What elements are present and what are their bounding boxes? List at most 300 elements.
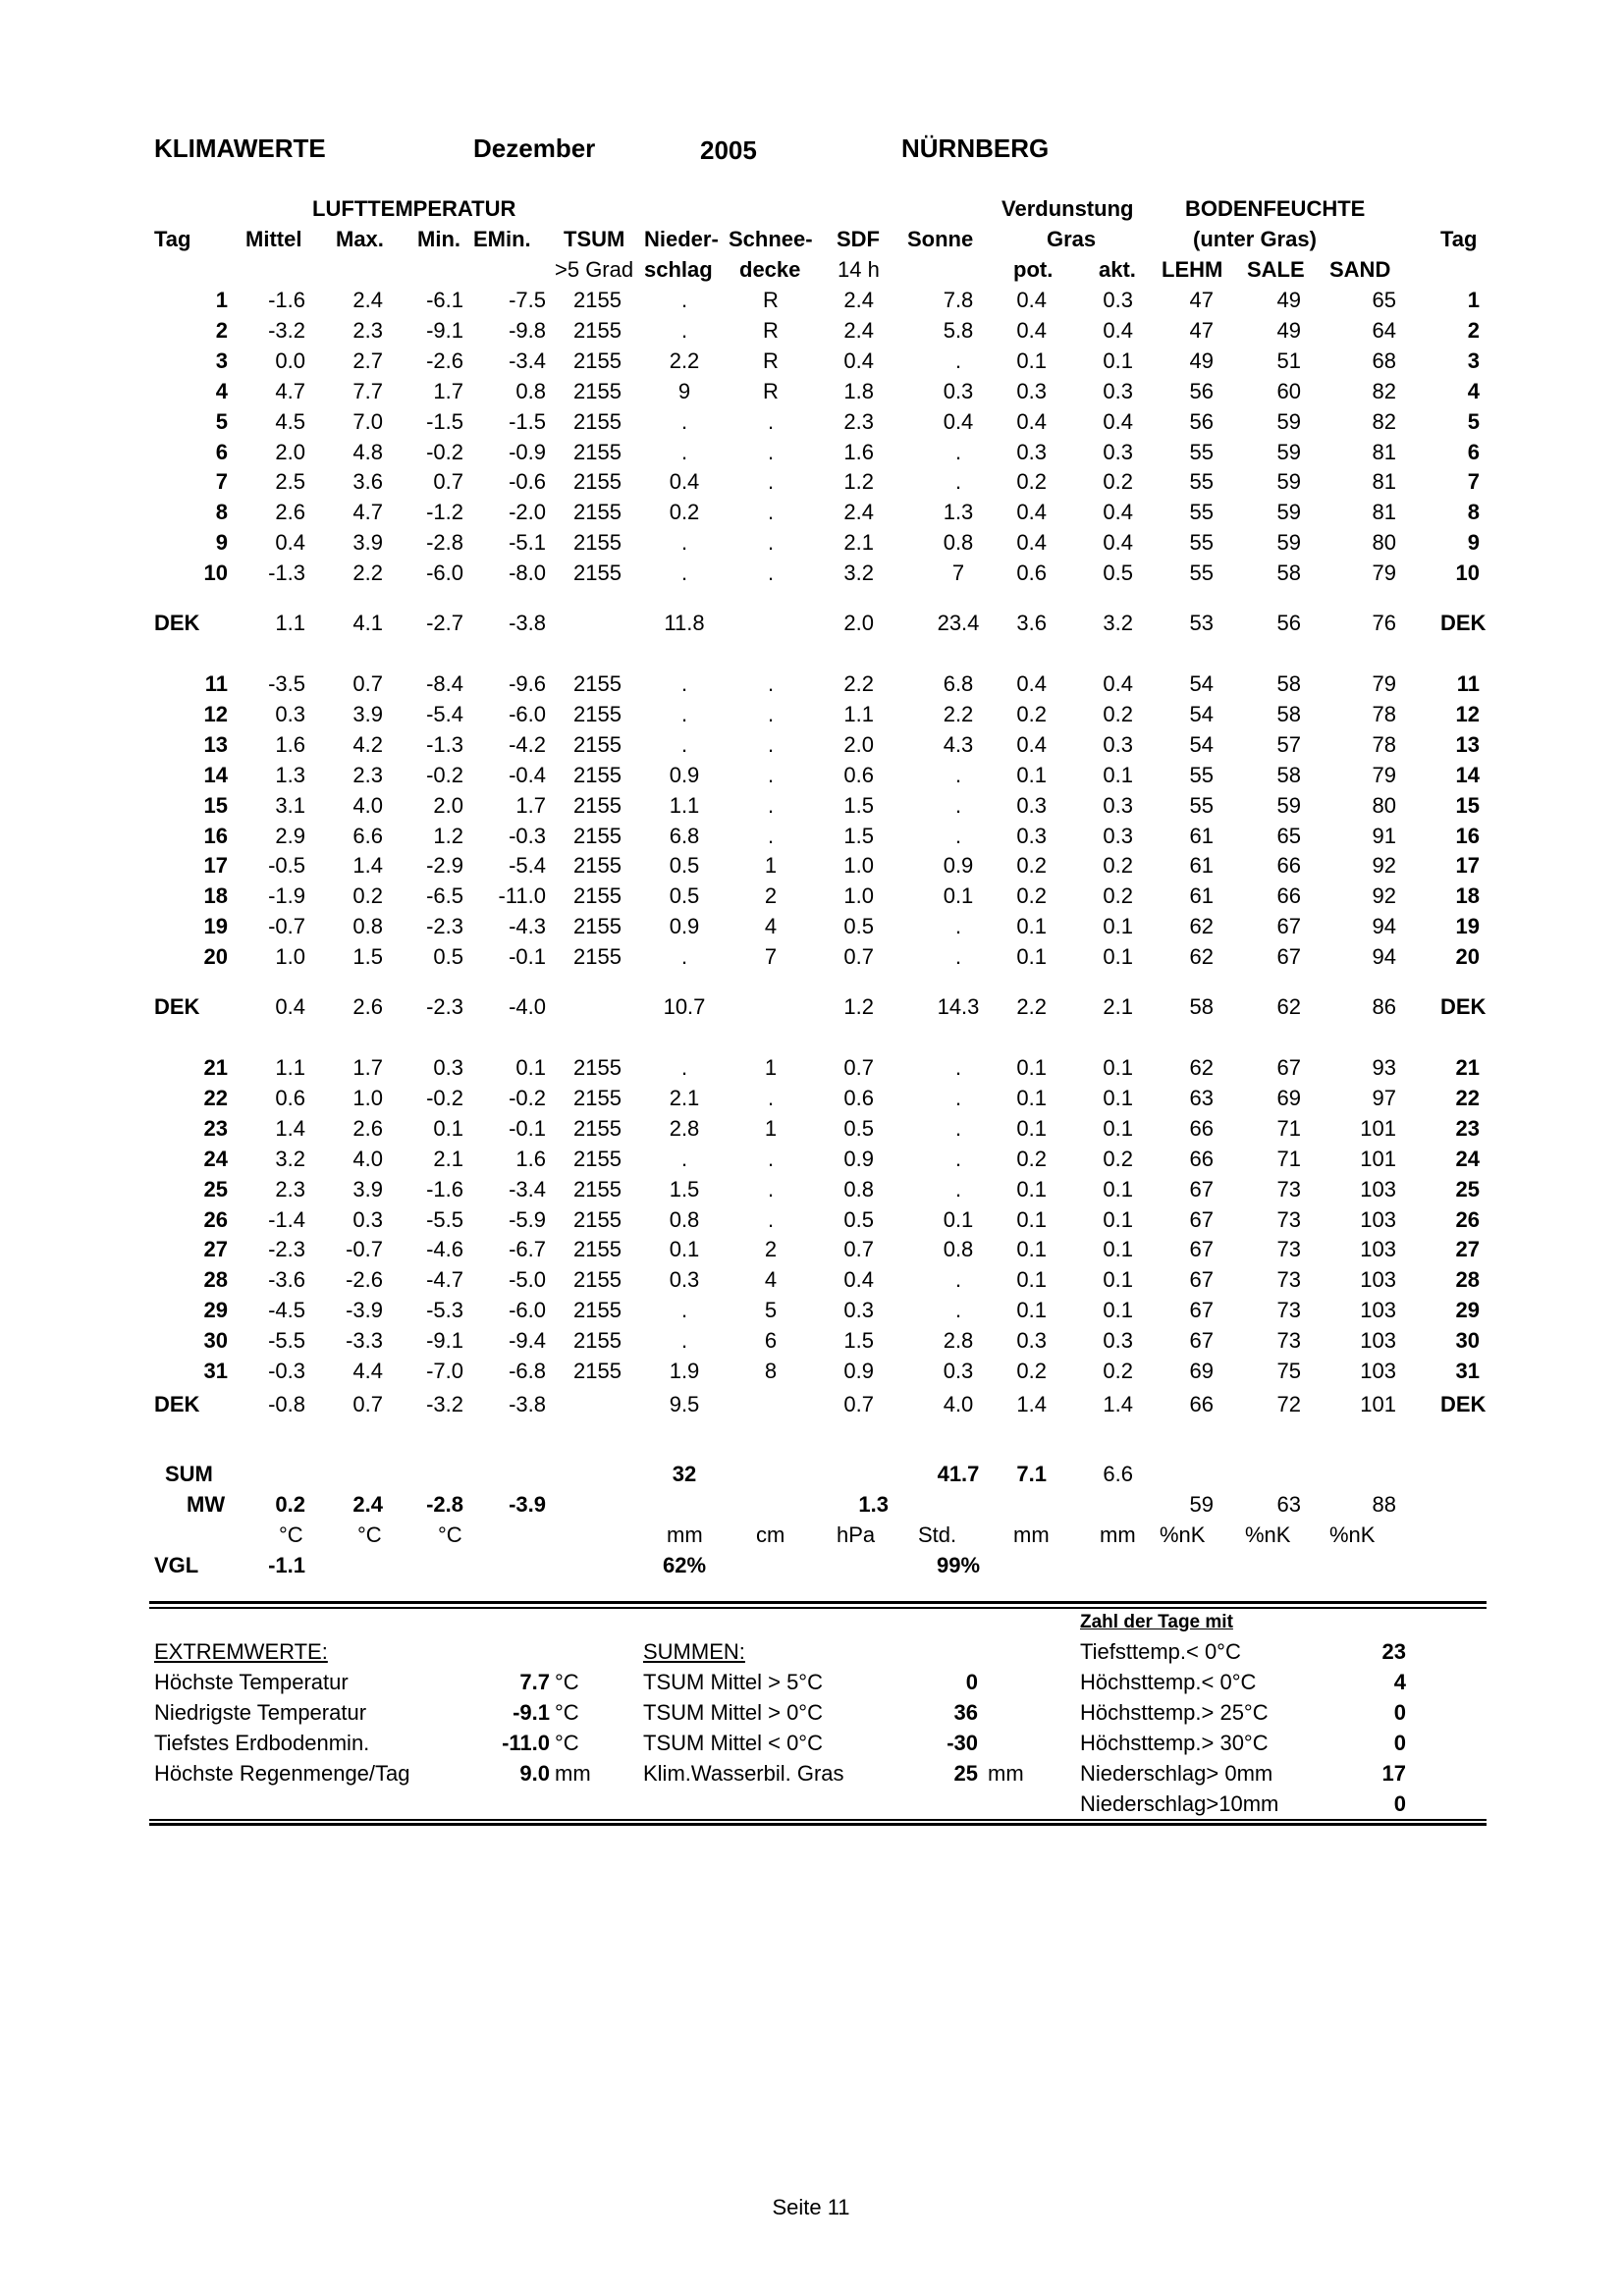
table-cell: -1.6 (426, 1176, 463, 1201)
day-number: 28 (203, 1267, 228, 1293)
table-cell: -5.9 (509, 1206, 546, 1232)
zahl-der-tage-title: Zahl der Tage mit (1080, 1612, 1233, 1632)
day-number-right: 6 (1467, 439, 1480, 464)
table-cell: -9.1 (426, 1328, 463, 1354)
table-cell: . (954, 944, 962, 970)
table-cell: 0.6 (1016, 561, 1047, 586)
day-number-right: 3 (1467, 347, 1480, 373)
table-cell: 4.4 (352, 1359, 383, 1383)
dek-label-right: DEK (1440, 1392, 1487, 1416)
table-cell: 103 (1360, 1359, 1396, 1383)
table-cell: 0.9 (943, 853, 974, 879)
header-schneedecke: Schnee- (729, 227, 813, 251)
table-cell: 67 (1189, 1267, 1214, 1293)
table-cell: 2.2 (669, 347, 700, 373)
table-cell: -1.9 (268, 883, 305, 909)
table-cell: 2.1 (669, 1085, 700, 1110)
table-cell: 2.8 (669, 1115, 700, 1141)
dek-cell: 14.3 (937, 994, 980, 1019)
table-cell: 56 (1189, 378, 1214, 403)
day-number: 8 (215, 500, 228, 525)
table-cell: . (680, 439, 688, 464)
table-cell: 0.1 (1016, 762, 1047, 787)
table-cell: 54 (1189, 731, 1214, 757)
day-number: 25 (203, 1176, 228, 1201)
table-cell: 0.8 (669, 1206, 700, 1232)
table-cell: 58 (1276, 701, 1301, 726)
table-cell: 2155 (573, 883, 622, 909)
table-cell: . (767, 439, 775, 464)
table-cell: -2.6 (346, 1267, 383, 1293)
table-cell: 0.1 (1016, 914, 1047, 939)
table-cell: 0.7 (843, 1237, 874, 1262)
header-sdf-sub: 14 h (838, 257, 880, 282)
table-cell: -0.7 (346, 1237, 383, 1262)
table-cell: -4.7 (426, 1267, 463, 1293)
day-number: 31 (203, 1359, 228, 1383)
day-number-right: 19 (1455, 914, 1480, 939)
table-cell: 1.2 (433, 823, 463, 848)
table-cell: -1.6 (268, 288, 305, 312)
table-cell: 103 (1360, 1206, 1396, 1232)
table-cell: 2155 (573, 1146, 622, 1171)
table-cell: -8.4 (426, 671, 463, 696)
day-number-right: 5 (1467, 408, 1480, 434)
table-cell: 0.8 (943, 530, 974, 556)
table-cell: -0.3 (268, 1359, 305, 1383)
day-number-right: 14 (1455, 762, 1480, 787)
table-cell: 0.4 (943, 408, 974, 434)
table-cell: 80 (1372, 530, 1396, 556)
day-number-right: 10 (1455, 561, 1480, 586)
table-cell: . (680, 530, 688, 556)
table-cell: 2.7 (352, 347, 383, 373)
table-cell: 2.5 (275, 469, 305, 495)
table-cell: . (954, 762, 962, 787)
header-lehm: LEHM (1162, 257, 1223, 282)
day-number: 30 (203, 1328, 228, 1354)
day-number: 18 (203, 883, 228, 909)
table-cell: 0.3 (1016, 378, 1047, 403)
table-cell: -1.5 (426, 408, 463, 434)
table-cell: -7.5 (509, 288, 546, 312)
table-cell: 67 (1189, 1206, 1214, 1232)
extremwert-label: Niedrigste Temperatur (154, 1700, 367, 1725)
table-cell: 0.4 (1103, 317, 1133, 343)
table-cell: 0.1 (1016, 1176, 1047, 1201)
table-cell: 1 (764, 1055, 778, 1080)
table-cell: . (954, 1267, 962, 1293)
day-number-right: 22 (1455, 1085, 1480, 1110)
table-cell: 2155 (573, 853, 622, 879)
day-number: 5 (215, 408, 228, 434)
table-cell: -0.7 (268, 914, 305, 939)
day-number-right: 23 (1455, 1115, 1480, 1141)
table-cell: -0.2 (509, 1085, 546, 1110)
table-cell: 0.5 (669, 853, 700, 879)
table-cell: . (767, 762, 775, 787)
day-number: 10 (203, 561, 228, 586)
day-number: 29 (203, 1298, 228, 1323)
table-cell: -0.9 (509, 439, 546, 464)
table-cell: -3.2 (268, 317, 305, 343)
table-cell: 103 (1360, 1328, 1396, 1354)
table-cell: 0.5 (433, 944, 463, 970)
table-cell: 9 (677, 378, 691, 403)
table-cell: 0.2 (352, 883, 383, 909)
day-number-right: 30 (1455, 1328, 1480, 1354)
dek-cell: -2.3 (426, 994, 463, 1019)
table-cell: 92 (1372, 853, 1396, 879)
table-cell: 2.3 (352, 762, 383, 787)
table-cell: -3.4 (509, 1176, 546, 1201)
table-cell: -7.0 (426, 1359, 463, 1383)
table-cell: 0.9 (843, 1146, 874, 1171)
table-cell: 55 (1189, 792, 1214, 818)
table-cell: 0.3 (1016, 1328, 1047, 1354)
table-cell: -6.0 (509, 1298, 546, 1323)
table-cell: . (767, 701, 775, 726)
table-cell: 1.7 (515, 792, 546, 818)
dek-cell: 0.7 (843, 1392, 874, 1416)
dek-cell: 101 (1360, 1392, 1396, 1416)
table-cell: 0.1 (669, 1237, 700, 1262)
header-sale: SALE (1247, 257, 1305, 282)
table-cell: 2.0 (843, 731, 874, 757)
dek-cell: 3.6 (1016, 611, 1047, 635)
table-cell: . (680, 408, 688, 434)
zahl-tage-value: 23 (1381, 1639, 1406, 1664)
extremwert-label: Höchste Regenmenge/Tag (154, 1761, 410, 1786)
table-cell: 0.8 (943, 1237, 974, 1262)
table-cell: 2155 (573, 500, 622, 525)
table-cell: 0.1 (433, 1115, 463, 1141)
page-number: Seite 11 (772, 2195, 850, 2219)
dek-cell: 0.7 (352, 1392, 383, 1416)
table-cell: 69 (1189, 1359, 1214, 1383)
day-number-right: 29 (1455, 1298, 1480, 1323)
day-number-right: 17 (1455, 853, 1480, 879)
table-cell: 0.1 (1103, 1206, 1133, 1232)
day-number: 19 (203, 914, 228, 939)
table-cell: 0.1 (1103, 347, 1133, 373)
table-cell: . (954, 1298, 962, 1323)
table-cell: 0.7 (843, 1055, 874, 1080)
table-cell: 0.3 (1103, 439, 1133, 464)
table-cell: 73 (1276, 1298, 1301, 1323)
dek-cell: 1.4 (1016, 1392, 1047, 1416)
table-cell: -2.0 (509, 500, 546, 525)
table-cell: 0.4 (1103, 671, 1133, 696)
header-sdf: SDF (837, 227, 880, 251)
header-unter-gras: (unter Gras) (1193, 227, 1317, 251)
day-number: 11 (204, 671, 228, 696)
table-cell: 6.8 (943, 671, 974, 696)
table-cell: 1.5 (843, 792, 874, 818)
dek-cell: 4.1 (352, 611, 383, 635)
table-cell: 1.5 (843, 1328, 874, 1354)
table-cell: 2155 (573, 1206, 622, 1232)
table-cell: 0.2 (1103, 883, 1133, 909)
table-cell: 0.6 (843, 1085, 874, 1110)
dek-cell: 23.4 (937, 611, 980, 635)
table-cell: -6.0 (426, 561, 463, 586)
table-cell: . (954, 792, 962, 818)
table-cell: 2.8 (943, 1328, 974, 1354)
table-cell: 55 (1189, 762, 1214, 787)
table-cell: 0.4 (1016, 671, 1047, 696)
table-cell: 2155 (573, 671, 622, 696)
vgl-niederschlag: 62% (662, 1553, 707, 1577)
table-cell: -3.4 (509, 347, 546, 373)
header-tsum-sub: >5 Grad (555, 257, 634, 282)
table-cell: 0.1 (1103, 1298, 1133, 1323)
day-number: 12 (203, 701, 228, 726)
table-cell: -9.4 (509, 1328, 546, 1354)
table-cell: 55 (1189, 561, 1214, 586)
title-month: Dezember (473, 133, 596, 163)
vgl-mittel: -1.1 (268, 1553, 305, 1577)
table-cell: 0.2 (1103, 701, 1133, 726)
day-number: 17 (203, 853, 228, 879)
table-cell: 0.4 (1103, 530, 1133, 556)
summe-label: TSUM Mittel < 0°C (643, 1731, 823, 1755)
table-cell: 73 (1276, 1267, 1301, 1293)
table-cell: -9.1 (426, 317, 463, 343)
table-cell: . (680, 288, 688, 312)
table-cell: 2155 (573, 1359, 622, 1383)
table-cell: 47 (1189, 317, 1214, 343)
table-cell: 65 (1276, 823, 1301, 848)
table-cell: 1.5 (352, 944, 383, 970)
dek-cell: -4.0 (509, 994, 546, 1019)
table-cell: 1.8 (843, 378, 874, 403)
table-cell: 2155 (573, 731, 622, 757)
mw-emin: -3.9 (509, 1492, 546, 1517)
table-cell: -8.0 (509, 561, 546, 586)
table-cell: 1.0 (275, 944, 305, 970)
table-cell: 0.3 (1016, 823, 1047, 848)
table-cell: 0.7 (352, 671, 383, 696)
day-number: 3 (215, 347, 228, 373)
day-number-right: 25 (1455, 1176, 1480, 1201)
table-cell: 1.7 (352, 1055, 383, 1080)
table-cell: 2155 (573, 317, 622, 343)
table-cell: . (954, 469, 962, 495)
table-cell: -6.8 (509, 1359, 546, 1383)
day-number-right: 26 (1455, 1206, 1480, 1232)
dek-label: DEK (154, 611, 200, 635)
day-number-right: 2 (1467, 317, 1480, 343)
table-cell: -4.2 (509, 731, 546, 757)
header-lufttemperatur: LUFTTEMPERATUR (312, 196, 516, 221)
table-cell: 73 (1276, 1176, 1301, 1201)
table-cell: 59 (1276, 792, 1301, 818)
title-station: NÜRNBERG (901, 133, 1050, 163)
dek-cell: 66 (1189, 1392, 1214, 1416)
table-cell: 80 (1372, 792, 1396, 818)
table-cell: 2155 (573, 1237, 622, 1262)
summe-label: Klim.Wasserbil. Gras (643, 1761, 844, 1786)
table-cell: 2155 (573, 1298, 622, 1323)
table-cell: 0.2 (1103, 853, 1133, 879)
table-cell: 0.3 (843, 1298, 874, 1323)
table-cell: 2 (764, 1237, 778, 1262)
table-cell: . (680, 1298, 688, 1323)
table-cell: 4.3 (943, 731, 974, 757)
table-cell: 2.6 (352, 1115, 383, 1141)
day-number-right: 9 (1467, 530, 1480, 556)
table-cell: 82 (1372, 408, 1396, 434)
table-cell: 0.5 (843, 914, 874, 939)
day-number: 27 (203, 1237, 228, 1262)
table-cell: -5.0 (509, 1267, 546, 1293)
table-cell: 68 (1372, 347, 1396, 373)
dek-cell: 1.1 (275, 611, 305, 635)
table-cell: 2155 (573, 1267, 622, 1293)
table-cell: R (763, 288, 779, 312)
unit-pot: mm (1013, 1522, 1050, 1547)
table-cell: 2155 (573, 762, 622, 787)
day-number-right: 18 (1455, 883, 1480, 909)
header-sonne: Sonne (907, 227, 974, 251)
table-cell: 1.5 (669, 1176, 700, 1201)
table-cell: 0.4 (669, 469, 700, 495)
table-cell: -5.5 (426, 1206, 463, 1232)
day-number-right: 20 (1455, 944, 1480, 970)
table-cell: 91 (1372, 823, 1396, 848)
table-cell: 0.9 (669, 914, 700, 939)
table-cell: -1.2 (426, 500, 463, 525)
table-cell: 2.4 (352, 288, 383, 312)
day-number: 22 (203, 1085, 228, 1110)
table-cell: 67 (1189, 1237, 1214, 1262)
dek-cell: 9.5 (669, 1392, 700, 1416)
table-cell: 2.4 (843, 288, 874, 312)
table-cell: 0.3 (1103, 792, 1133, 818)
table-cell: 73 (1276, 1328, 1301, 1354)
summe-label: TSUM Mittel > 5°C (643, 1670, 823, 1694)
table-cell: . (767, 1206, 775, 1232)
table-cell: 1.4 (275, 1115, 305, 1141)
table-cell: 1.6 (275, 731, 305, 757)
zahl-tage-label: Höchsttemp.> 25°C (1080, 1700, 1269, 1725)
table-cell: 2.1 (433, 1146, 463, 1171)
table-cell: 55 (1189, 530, 1214, 556)
unit-lehm: %nK (1160, 1522, 1206, 1547)
table-cell: 0.4 (1016, 731, 1047, 757)
table-cell: 0.3 (943, 1359, 974, 1383)
table-cell: 3.2 (843, 561, 874, 586)
table-cell: -6.5 (426, 883, 463, 909)
day-number: 21 (203, 1055, 228, 1080)
table-cell: 2155 (573, 792, 622, 818)
table-cell: 0.2 (1016, 883, 1047, 909)
day-number-right: 8 (1467, 500, 1480, 525)
table-cell: 0.3 (943, 378, 974, 403)
table-cell: 7.0 (352, 408, 383, 434)
table-cell: 2.2 (352, 561, 383, 586)
document-title: KLIMAWERTE (154, 133, 326, 163)
table-cell: 65 (1372, 288, 1396, 312)
table-cell: -0.3 (509, 823, 546, 848)
day-number: 7 (215, 469, 228, 495)
table-cell: 1 (764, 1115, 778, 1141)
table-cell: 5 (764, 1298, 778, 1323)
mw-mittel: 0.2 (275, 1492, 305, 1517)
table-cell: -3.9 (346, 1298, 383, 1323)
extremwert-value: -9.1 (513, 1700, 550, 1725)
table-cell: -0.2 (426, 762, 463, 787)
table-cell: 4.7 (275, 378, 305, 403)
day-number: 23 (203, 1115, 228, 1141)
table-cell: R (763, 347, 779, 373)
table-cell: . (767, 792, 775, 818)
dek-cell: -3.8 (509, 1392, 546, 1416)
table-cell: 1.0 (843, 883, 874, 909)
separator-rule-top-thin (149, 1607, 1487, 1609)
table-cell: 0.1 (515, 1055, 546, 1080)
table-cell: 7 (951, 561, 965, 586)
table-cell: 94 (1372, 944, 1396, 970)
table-cell: 2155 (573, 944, 622, 970)
table-cell: 0.7 (843, 944, 874, 970)
table-cell: 2155 (573, 1115, 622, 1141)
day-number-right: 15 (1455, 792, 1480, 818)
dek-cell: -2.7 (426, 611, 463, 635)
table-cell: 103 (1360, 1298, 1396, 1323)
header-verdunstung: Verdunstung (1001, 196, 1134, 221)
table-cell: 1 (764, 853, 778, 879)
table-cell: 2.3 (843, 408, 874, 434)
day-number-right: 21 (1455, 1055, 1480, 1080)
dek-cell: 2.6 (352, 994, 383, 1019)
dek-label-right: DEK (1440, 994, 1487, 1019)
table-cell: 0.2 (1016, 469, 1047, 495)
dek-cell: 11.8 (664, 611, 705, 635)
table-cell: -3.6 (268, 1267, 305, 1293)
table-cell: 2155 (573, 1055, 622, 1080)
table-cell: . (680, 1328, 688, 1354)
separator-rule-bottom (149, 1819, 1487, 1821)
dek-cell: 56 (1276, 611, 1301, 635)
dek-cell: -3.2 (426, 1392, 463, 1416)
unit-mittel: °C (279, 1522, 303, 1547)
dek-cell: 76 (1372, 611, 1396, 635)
table-cell: 4 (764, 1267, 778, 1293)
table-cell: 0.0 (275, 347, 305, 373)
table-cell: 62 (1189, 914, 1214, 939)
summen-title: SUMMEN: (643, 1639, 745, 1664)
table-cell: -2.8 (426, 530, 463, 556)
zahl-tage-value: 4 (1393, 1670, 1406, 1694)
separator-rule-top (149, 1601, 1487, 1604)
dek-cell: 58 (1189, 994, 1214, 1019)
table-cell: 0.3 (1016, 792, 1047, 818)
table-cell: 4 (764, 914, 778, 939)
table-cell: 0.8 (843, 1176, 874, 1201)
table-cell: 0.1 (1016, 347, 1047, 373)
table-cell: -2.3 (268, 1237, 305, 1262)
separator-rule-bottom-thick (149, 1823, 1487, 1826)
table-cell: 1.0 (843, 853, 874, 879)
header-emin: EMin. (473, 227, 531, 251)
day-number: 6 (215, 439, 228, 464)
dek-cell: 62 (1276, 994, 1301, 1019)
table-cell: -6.1 (426, 288, 463, 312)
table-cell: 61 (1189, 853, 1214, 879)
table-cell: 66 (1189, 1115, 1214, 1141)
